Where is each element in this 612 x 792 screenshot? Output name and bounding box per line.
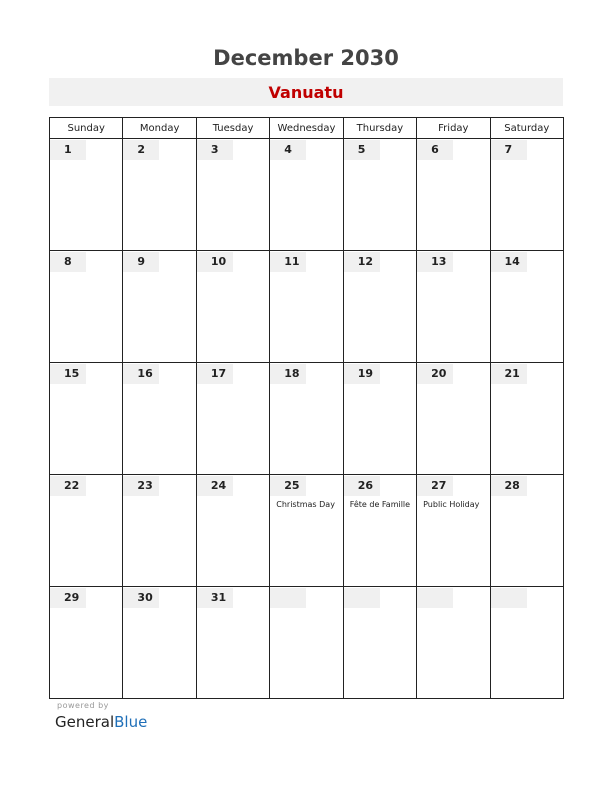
day-cell xyxy=(50,363,123,475)
day-number xyxy=(344,588,380,608)
day-cell xyxy=(270,139,343,251)
day-cell xyxy=(50,139,123,251)
day-number: 15 xyxy=(50,364,86,384)
day-number: 31 xyxy=(197,588,233,608)
weekday-header: Wednesday xyxy=(270,118,343,139)
day-cell xyxy=(343,363,416,475)
day-number: 10 xyxy=(197,252,233,272)
weekday-header: Saturday xyxy=(490,118,563,139)
day-number xyxy=(270,588,306,608)
day-number: 20 xyxy=(417,364,453,384)
day-number xyxy=(417,588,453,608)
day-number: 25 xyxy=(270,476,306,496)
weekday-header: Friday xyxy=(417,118,490,139)
day-number: 24 xyxy=(197,476,233,496)
day-cell xyxy=(270,587,343,699)
day-cell xyxy=(123,139,196,251)
day-number: 9 xyxy=(123,252,159,272)
day-number: 30 xyxy=(123,588,159,608)
day-number: 2 xyxy=(123,140,159,160)
generalblue-logo[interactable] xyxy=(55,713,147,731)
week-row xyxy=(50,251,564,363)
calendar-grid xyxy=(49,117,564,699)
day-cell xyxy=(417,139,490,251)
day-cell xyxy=(196,587,269,699)
day-cell xyxy=(270,251,343,363)
day-number: 27 xyxy=(417,476,453,496)
day-cell xyxy=(123,363,196,475)
day-number: 3 xyxy=(197,140,233,160)
day-cell xyxy=(417,475,490,587)
powered-by-text: powered by xyxy=(57,701,109,710)
calendar-title: December 2030 xyxy=(213,46,399,70)
holiday-label: Public Holiday xyxy=(423,500,480,509)
country-name: Vanuatu xyxy=(268,83,344,102)
week-row xyxy=(50,587,564,699)
day-number: 23 xyxy=(123,476,159,496)
week-row xyxy=(50,139,564,251)
day-number: 29 xyxy=(50,588,86,608)
weekday-header: Tuesday xyxy=(196,118,269,139)
weekday-header-row xyxy=(50,118,564,139)
day-cell xyxy=(490,475,563,587)
week-row xyxy=(50,363,564,475)
day-cell xyxy=(343,139,416,251)
day-number: 1 xyxy=(50,140,86,160)
day-cell xyxy=(196,363,269,475)
day-number: 22 xyxy=(50,476,86,496)
day-number: 26 xyxy=(344,476,380,496)
day-number: 4 xyxy=(270,140,306,160)
day-cell xyxy=(343,587,416,699)
day-cell xyxy=(196,475,269,587)
holiday-label: Christmas Day xyxy=(276,500,335,509)
day-cell xyxy=(270,475,343,587)
day-cell xyxy=(417,363,490,475)
day-number: 7 xyxy=(491,140,527,160)
country-banner xyxy=(49,78,563,106)
weekday-header: Thursday xyxy=(343,118,416,139)
day-number: 19 xyxy=(344,364,380,384)
day-cell xyxy=(343,475,416,587)
weekday-header: Sunday xyxy=(50,118,123,139)
day-cell xyxy=(417,251,490,363)
weekday-header: Monday xyxy=(123,118,196,139)
brand-general: General xyxy=(55,713,115,731)
day-cell xyxy=(417,587,490,699)
day-cell xyxy=(490,363,563,475)
day-cell xyxy=(490,251,563,363)
day-number: 11 xyxy=(270,252,306,272)
day-cell xyxy=(196,251,269,363)
day-cell xyxy=(490,587,563,699)
day-number: 16 xyxy=(123,364,159,384)
day-cell xyxy=(490,139,563,251)
brand-blue: Blue xyxy=(114,713,148,731)
day-cell xyxy=(50,475,123,587)
day-cell xyxy=(196,139,269,251)
day-number: 12 xyxy=(344,252,380,272)
day-number: 13 xyxy=(417,252,453,272)
day-cell xyxy=(123,251,196,363)
day-cell xyxy=(50,587,123,699)
holiday-label: Fête de Famille xyxy=(349,500,411,509)
day-number: 6 xyxy=(417,140,453,160)
day-number: 17 xyxy=(197,364,233,384)
day-number: 8 xyxy=(50,252,86,272)
day-number: 14 xyxy=(491,252,527,272)
day-number xyxy=(491,588,527,608)
day-cell xyxy=(50,251,123,363)
day-cell xyxy=(270,363,343,475)
week-row xyxy=(50,475,564,587)
day-number: 28 xyxy=(491,476,527,496)
day-number: 18 xyxy=(270,364,306,384)
day-number: 21 xyxy=(491,364,527,384)
day-cell xyxy=(123,587,196,699)
day-cell xyxy=(123,475,196,587)
day-cell xyxy=(343,251,416,363)
day-number: 5 xyxy=(344,140,380,160)
